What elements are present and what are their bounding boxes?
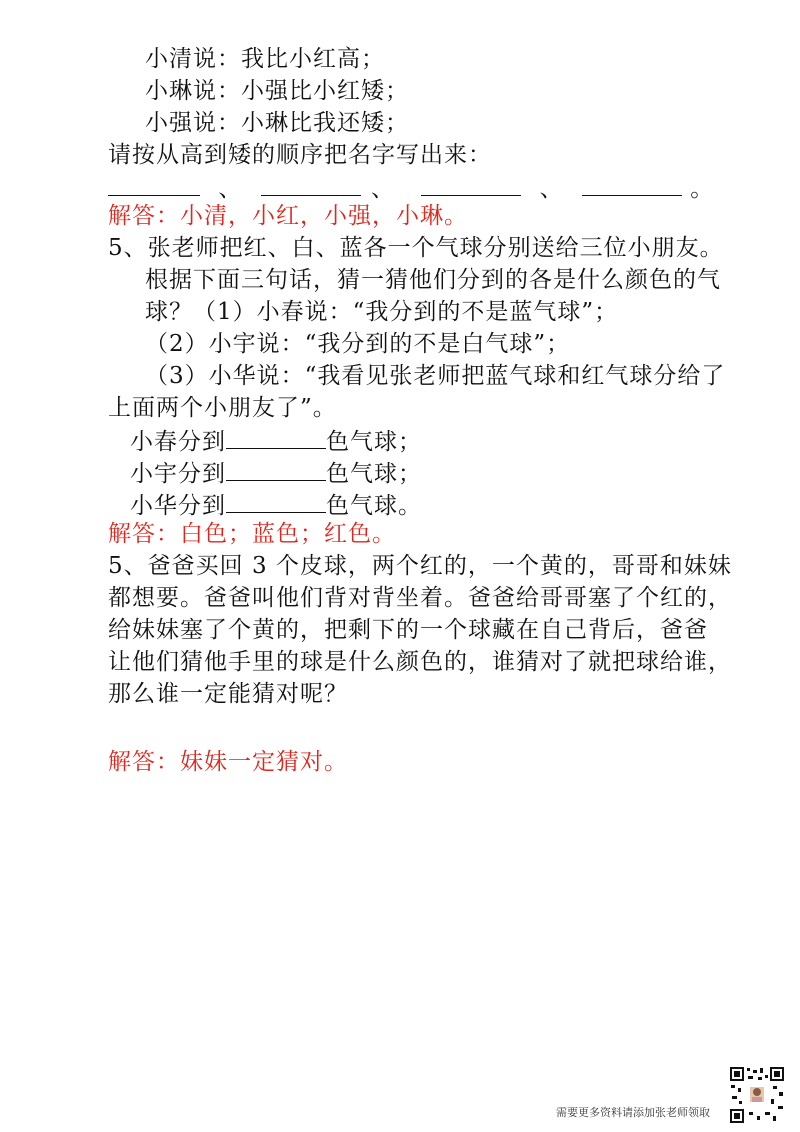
fill-row-2 [130,458,422,488]
q5-answer: 解答：白色；蓝色；红色。 [108,521,396,547]
q5-line-3: 球？（1）小春说：“我分到的不是蓝气球”； [145,299,619,325]
fill-name-3: 小华分到 [130,493,226,519]
fill-blank-2[interactable] [226,458,326,481]
fill-blank-1[interactable] [226,426,326,449]
q6-line-5: 那么谁一定能猜对呢？ [108,681,348,707]
period: 。 [690,176,715,202]
q5-line-1: 5、张老师把红、白、蓝各一个气球分别送给三位小朋友。 [108,235,724,261]
fill-row-3 [130,490,422,520]
separator-2: 、 [370,176,395,202]
fill-row-1 [130,426,422,456]
qr-code[interactable] [729,1066,785,1124]
q4-blanks-row [108,173,714,203]
q6-line-4: 让他们猜他手里的球是什么颜色的，谁猜对了就把球给谁， [108,649,732,675]
footer-note: 需要更多资料请添加张老师领取 [556,1106,710,1119]
q5-line-4: （2）小宇说：“我分到的不是白气球”； [145,331,571,357]
separator-1: 、 [218,176,243,202]
answer-blank-3[interactable] [421,173,521,196]
dialogue-line-3: 小强说：小琳比我还矮； [145,110,409,136]
fill-suffix-1: 色气球； [326,429,422,455]
dialogue-line-2: 小琳说：小强比小红矮； [145,78,409,104]
fill-blank-3[interactable] [226,490,326,513]
q5-line-6: 上面两个小朋友了”。 [108,395,337,421]
q6-answer: 解答：妹妹一定猜对。 [108,749,348,775]
separator-3: 、 [539,176,564,202]
q6-line-3: 给妹妹塞了个黄的，把剩下的一个球藏在自己背后，爸爸 [108,617,708,643]
q5-line-5: （3）小华说：“我看见张老师把蓝气球和红气球分给了 [145,363,726,389]
q4-instruction: 请按从高到矮的顺序把名字写出来： [108,142,492,168]
answer-blank-1[interactable] [108,173,200,196]
q5-line-2: 根据下面三句话，猜一猜他们分到的各是什么颜色的气 [145,267,721,293]
qr-code-icon [729,1066,785,1124]
fill-suffix-3: 色气球。 [326,493,422,519]
answer-blank-4[interactable] [582,173,682,196]
fill-name-1: 小春分到 [130,429,226,455]
q6-line-1: 5、爸爸买回 3 个皮球，两个红的，一个黄的，哥哥和妹妹 [108,553,732,579]
q4-answer: 解答：小清，小红，小强，小琳。 [108,203,468,229]
answer-blank-2[interactable] [261,173,361,196]
dialogue-line-1: 小清说：我比小红高； [145,46,385,72]
q6-line-2: 都想要。爸爸叫他们背对背坐着。爸爸给哥哥塞了个红的， [108,585,732,611]
fill-suffix-2: 色气球； [326,461,422,487]
fill-name-2: 小宇分到 [130,461,226,487]
